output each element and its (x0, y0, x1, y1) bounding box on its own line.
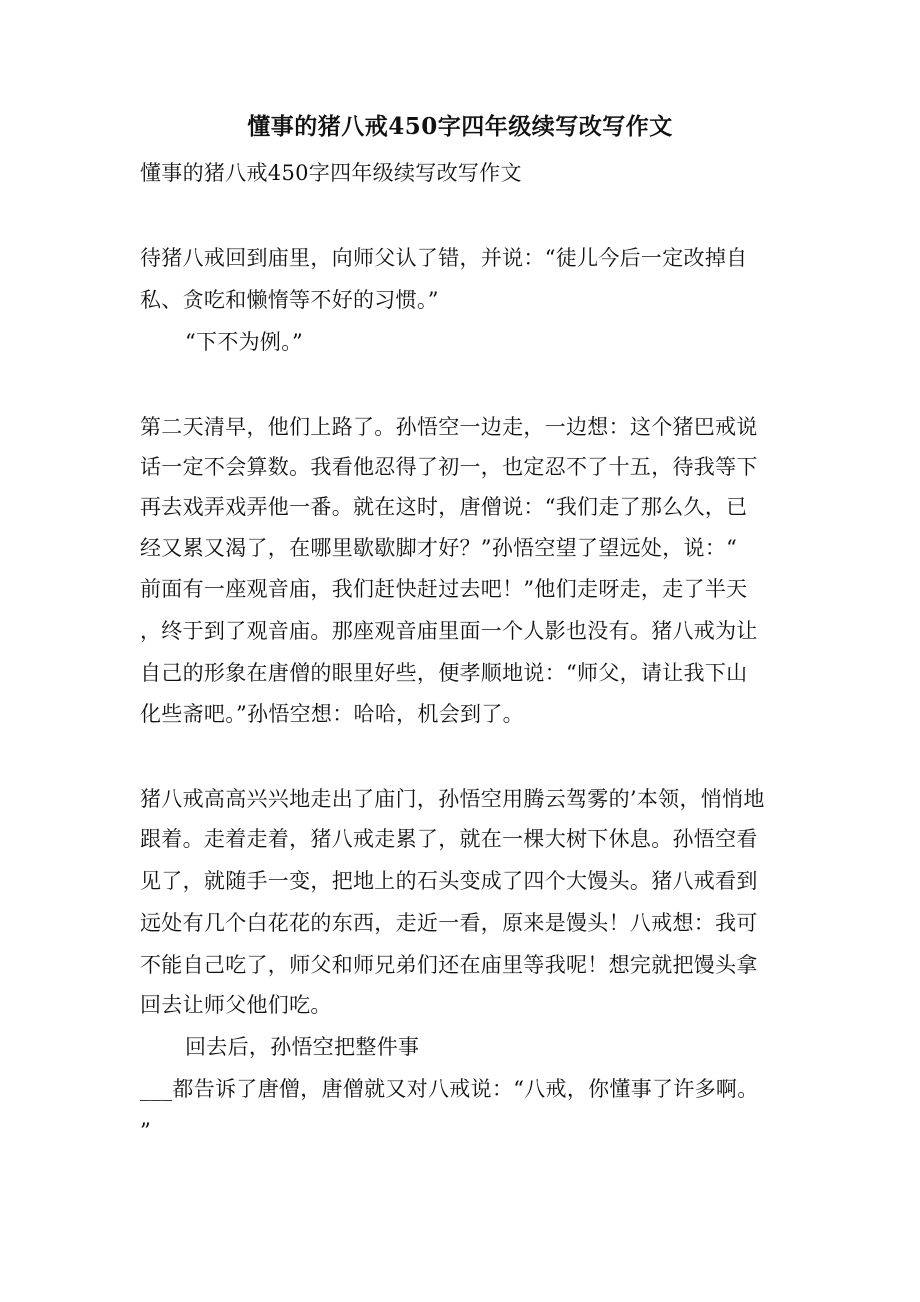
paragraph-line: “下不为例。” (185, 330, 304, 354)
paragraph-line: 第二天清早，他们上路了。孙悟空一边走，一边想：这个猪巴戒说 (140, 415, 758, 439)
paragraph-line: 再去戏弄戏弄他一番。就在这时，唐僧说：“我们走了那么久，已 (140, 495, 748, 519)
paragraph-line: 回去让师父他们吃。 (140, 993, 332, 1017)
paragraph-line: 前面有一座观音庙，我们赶快赶过去吧！”他们走呀走，走了半天 (140, 577, 748, 601)
paragraph-line: 跟着。走着走着，猪八戒走累了，就在一棵大树下休息。孙悟空看 (140, 827, 758, 851)
paragraph-line: 猪八戒高高兴兴地走出了庙门，孙悟空用腾云驾雾的’本领，悄悄地 (140, 787, 765, 811)
paragraph-line: 见了，就随手一变，把地上的石头变成了四个大馒头。猪八戒看到 (140, 869, 758, 893)
paragraph-line: 化些斋吧。”孙悟空想：哈哈，机会到了。 (140, 702, 524, 726)
paragraph-line: ，终于到了观音庙。那座观音庙里面一个人影也没有。猪八戒为让 (140, 619, 758, 643)
paragraph-line: 自己的形象在唐僧的眼里好些，便孝顺地说：“师父，请让我下山 (140, 661, 748, 685)
paragraph-line: 话一定不会算数。我看他忍得了初一，也定忍不了十五，待我等下 (140, 455, 758, 479)
paragraph-line: ___都告诉了唐僧，唐僧就又对八戒说：“八戒，你懂事了许多啊。 (140, 1077, 759, 1101)
document-subtitle: 懂事的猪八戒450字四年级续写改写作文 (140, 161, 522, 185)
paragraph-line: 待猪八戒回到庙里，向师父认了错，并说：“徒儿今后一定改掉自 (140, 246, 748, 270)
paragraph-line: 回去后，孙悟空把整件事 (185, 1035, 420, 1059)
paragraph-line: ” (140, 1119, 152, 1143)
document-title: 懂事的猪八戒450字四年级续写改写作文 (247, 113, 673, 140)
paragraph-line: 远处有几个白花花的东西，走近一看，原来是馒头！八戒想：我可 (140, 911, 758, 935)
paragraph-line: 私、贪吃和懒惰等不好的习惯。” (140, 288, 439, 312)
paragraph-line: 经又累又渴了，在哪里歇歇脚才好？”孙悟空望了望远处，说：“ (140, 536, 738, 560)
paragraph-line: 不能自己吃了，师父和师兄弟们还在庙里等我呢！想完就把馒头拿 (140, 953, 758, 977)
